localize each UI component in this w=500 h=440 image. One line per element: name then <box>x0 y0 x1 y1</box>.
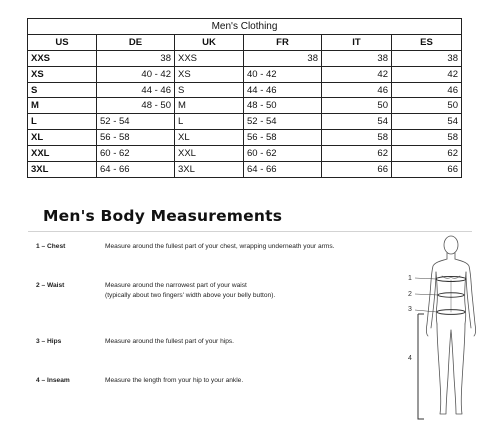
cell-de: 48 - 50 <box>97 98 175 114</box>
column-header-fr: FR <box>244 34 322 50</box>
cell-de: 38 <box>97 50 175 66</box>
table-row <box>28 98 462 114</box>
measurements-title: Men's Body Measurements <box>43 207 283 225</box>
measurement-label: 2 – Waist <box>36 282 65 289</box>
cell-us: S <box>28 82 97 98</box>
cell-es: 58 <box>392 130 462 146</box>
cell-de: 40 - 42 <box>97 66 175 82</box>
cell-fr: 44 - 46 <box>244 82 322 98</box>
measurement-label: 3 – Hips <box>36 338 62 345</box>
cell-es: 66 <box>392 162 462 178</box>
column-header-it: IT <box>322 34 392 50</box>
table-row <box>28 82 462 98</box>
body-outline-icon <box>398 232 482 424</box>
marker-4: 4 <box>408 355 412 362</box>
measurement-description: Measure around the fullest part of your chest, wrapping underneath your arms. <box>105 243 335 250</box>
cell-de: 60 - 62 <box>97 146 175 162</box>
marker-1: 1 <box>408 275 412 282</box>
cell-fr: 40 - 42 <box>244 66 322 82</box>
cell-uk: L <box>175 114 244 130</box>
cell-us: M <box>28 98 97 114</box>
cell-uk: M <box>175 98 244 114</box>
cell-es: 46 <box>392 82 462 98</box>
cell-es: 62 <box>392 146 462 162</box>
cell-us: XL <box>28 130 97 146</box>
cell-uk: XXL <box>175 146 244 162</box>
description-line: (typically about two fingers' width above your belly button). <box>105 292 276 299</box>
size-chart-table <box>27 18 462 178</box>
table-row <box>28 130 462 146</box>
column-header-es: ES <box>392 34 462 50</box>
cell-it: 50 <box>322 98 392 114</box>
cell-de: 56 - 58 <box>97 130 175 146</box>
cell-fr: 38 <box>244 50 322 66</box>
cell-it: 62 <box>322 146 392 162</box>
cell-it: 46 <box>322 82 392 98</box>
cell-it: 66 <box>322 162 392 178</box>
measurement-description: Measure the length from your hip to your ankle. <box>105 377 244 384</box>
cell-it: 42 <box>322 66 392 82</box>
cell-de: 52 - 54 <box>97 114 175 130</box>
table-row <box>28 66 462 82</box>
table-row <box>28 162 462 178</box>
measurement-label: 1 – Chest <box>36 243 66 250</box>
cell-uk: XXS <box>175 50 244 66</box>
cell-it: 54 <box>322 114 392 130</box>
table-header-row <box>28 34 462 50</box>
cell-es: 50 <box>392 98 462 114</box>
cell-es: 54 <box>392 114 462 130</box>
cell-fr: 48 - 50 <box>244 98 322 114</box>
table-row <box>28 146 462 162</box>
cell-uk: 3XL <box>175 162 244 178</box>
cell-it: 58 <box>322 130 392 146</box>
description-line: Measure around the narrowest part of your waist <box>105 282 247 289</box>
table-caption: Men's Clothing <box>28 19 462 35</box>
cell-fr: 64 - 66 <box>244 162 322 178</box>
table-row <box>28 114 462 130</box>
cell-uk: S <box>175 82 244 98</box>
cell-it: 38 <box>322 50 392 66</box>
measurement-label: 4 – Inseam <box>36 377 70 384</box>
column-header-uk: UK <box>175 34 244 50</box>
cell-es: 38 <box>392 50 462 66</box>
cell-us: XXS <box>28 50 97 66</box>
measurement-waist <box>36 281 376 301</box>
cell-uk: XS <box>175 66 244 82</box>
cell-de: 64 - 66 <box>97 162 175 178</box>
cell-uk: XL <box>175 130 244 146</box>
measurement-description: Measure around the fullest part of your hips. <box>105 338 235 345</box>
cell-de: 44 - 46 <box>97 82 175 98</box>
cell-fr: 56 - 58 <box>244 130 322 146</box>
measurement-description <box>105 281 385 301</box>
column-header-de: DE <box>97 34 175 50</box>
cell-fr: 60 - 62 <box>244 146 322 162</box>
marker-2: 2 <box>408 291 412 298</box>
column-header-us: US <box>28 34 97 50</box>
marker-3: 3 <box>408 306 412 313</box>
cell-fr: 52 - 54 <box>244 114 322 130</box>
cell-es: 42 <box>392 66 462 82</box>
cell-us: XS <box>28 66 97 82</box>
body-figure <box>398 232 482 424</box>
cell-us: 3XL <box>28 162 97 178</box>
table-row <box>28 50 462 66</box>
cell-us: L <box>28 114 97 130</box>
cell-us: XXL <box>28 146 97 162</box>
